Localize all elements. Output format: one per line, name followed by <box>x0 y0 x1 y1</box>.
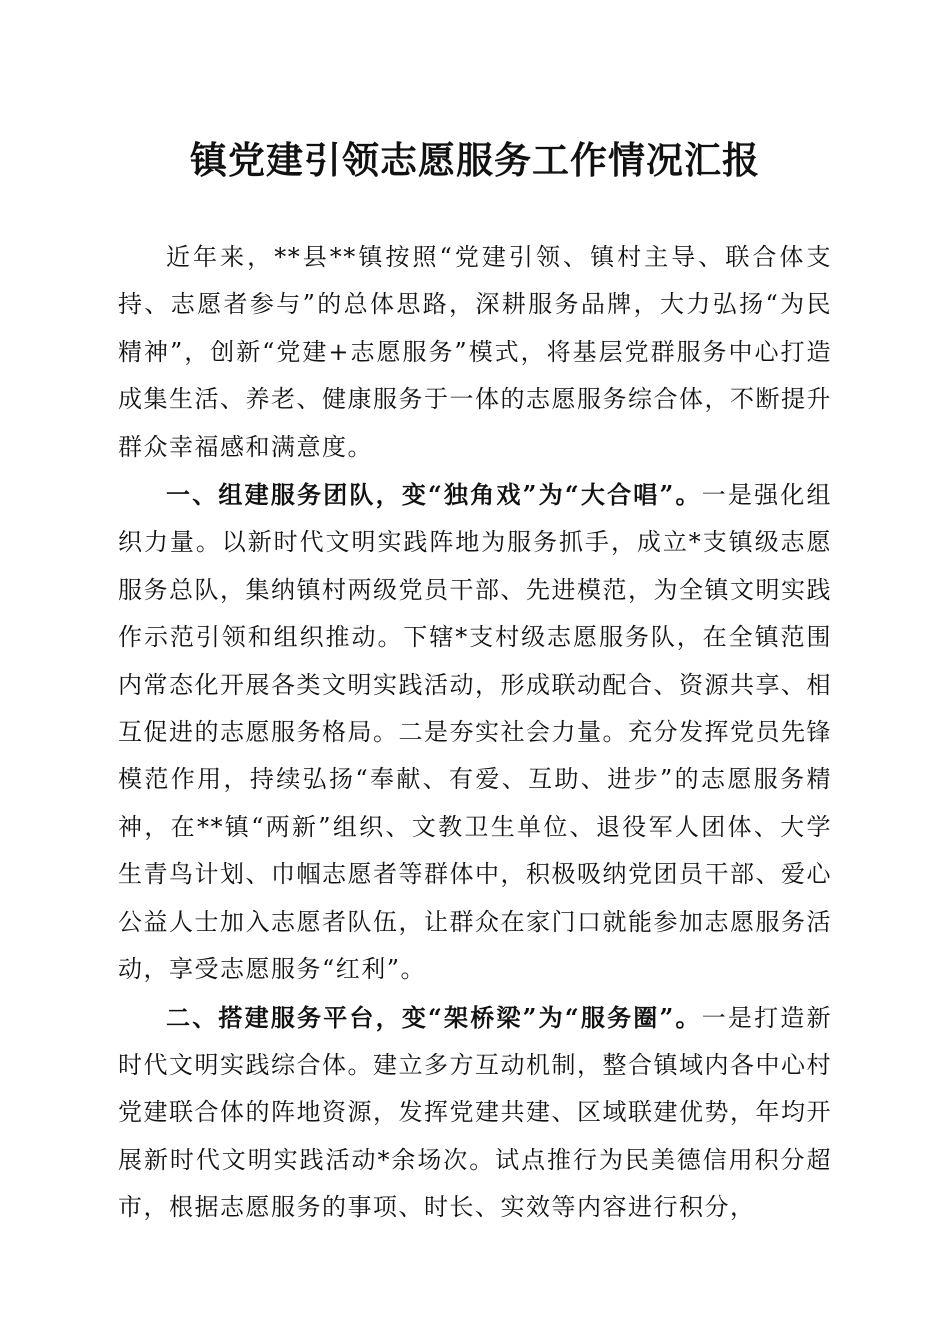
section-body-1: 一是强化组织力量。以新时代文明实践阵地为服务抓手，成立*支镇级志愿服务总队，集纳镇村两级党员干部、先进模范，为全镇文明实践作示范引领和组织推动。下辖*支村级志愿服务队，在全镇范围内常态化开展各类文明实践活动，形成联动配合、资源共享、相互促进的志愿服务格局。二是夯实社会力量。充分发挥党员先锋模范作用，持续弘扬“奉献、有爱、互助、进步”的志愿服务精神，在**镇“两新”组织、文教卫生单位、退役军人团体、大学生青鸟计划、巾帼志愿者等群体中，积极吸纳党团员干部、爱心公益人士加入志愿者队伍，让群众在家门口就能参加志愿服务活动，享受志愿服务“红利”。 <box>118 481 832 984</box>
section-body-2: 一是打造新时代文明实践综合体。建立多方互动机制，整合镇域内各中心村党建联合体的阵地资源，发挥党建共建、区域联建优势，年均开展新时代文明实践活动*余场次。试点推行为民美德信用积分超市，根据志愿服务的事项、时长、实效等内容进行积分， <box>118 1003 832 1222</box>
document-body <box>118 234 832 1232</box>
section-heading-2: 二、搭建服务平台，变“架桥梁”为“服务圈”。 <box>166 1002 702 1032</box>
section-paragraph-1 <box>118 471 832 993</box>
intro-paragraph: 近年来，**县**镇按照“党建引领、镇村主导、联合体支持、志愿者参与”的总体思路，深耕服务品牌，大力弘扬“为民精神”，创新“党建+志愿服务”模式，将基层党群服务中心打造成集生活、养老、健康服务于一体的志愿服务综合体，不断提升群众幸福感和满意度。 <box>118 243 832 461</box>
section-paragraph-2 <box>118 994 832 1232</box>
section-heading-1: 一、组建服务团队，变“独角戏”为“大合唱”。 <box>166 480 702 510</box>
document-title: 镇党建引领志愿服务工作情况汇报 <box>190 138 760 182</box>
